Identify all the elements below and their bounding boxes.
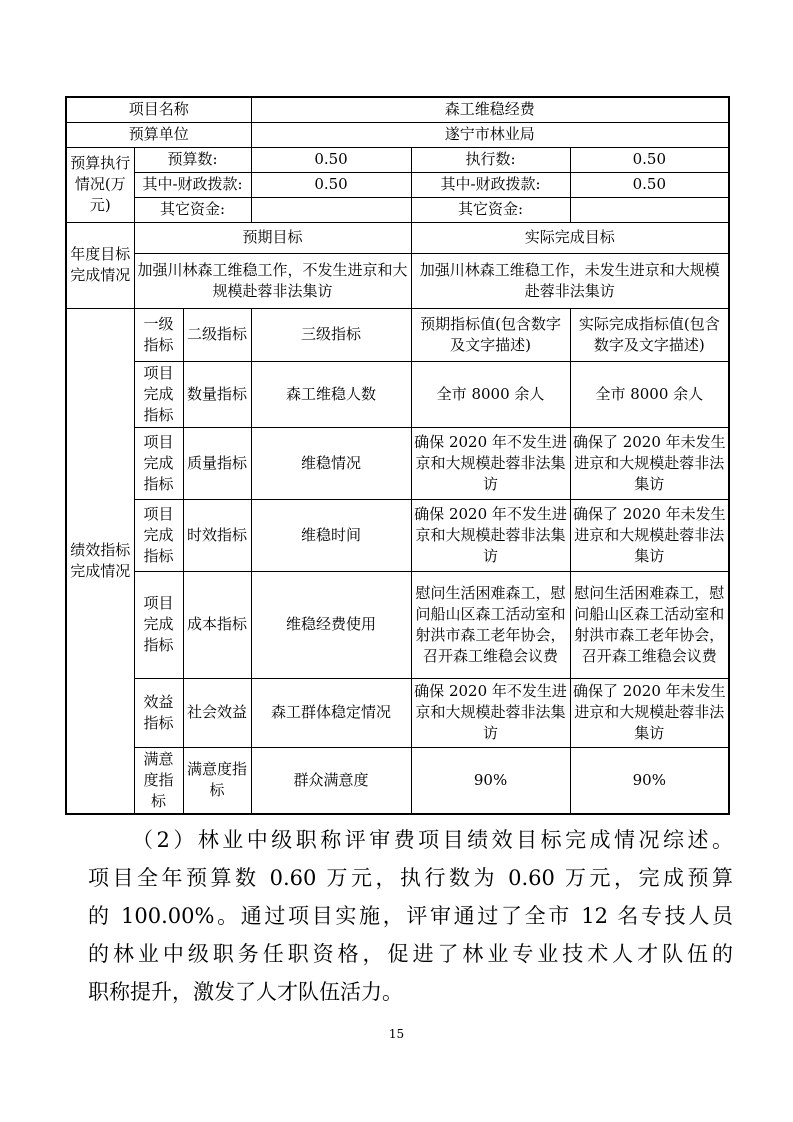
budget-left-value-cell: 0.50 xyxy=(251,172,411,197)
budget-row-2 xyxy=(66,172,729,197)
level2-cell: 质量指标 xyxy=(183,427,251,499)
actual-goal-header-cell: 实际完成目标 xyxy=(411,222,729,253)
expected-value-cell: 确保 2020 年不发生进京和大规模赴蓉非法集访 xyxy=(411,499,570,571)
budget-left-value-cell: 0.50 xyxy=(251,147,411,172)
actual-value-cell: 全市 8000 余人 xyxy=(570,361,729,427)
budget-right-label-cell: 执行数: xyxy=(411,147,570,172)
level1-cell: 项目完成指标 xyxy=(134,571,183,678)
indicator-row xyxy=(66,571,729,678)
paragraph-line: 的林业中级职务任职资格，促进了林业专业技术人才队伍的 xyxy=(88,942,733,966)
page-number: 15 xyxy=(388,1027,405,1041)
budget-unit-label-cell: 预算单位 xyxy=(66,122,251,147)
budget-unit-value-cell: 遂宁市林业局 xyxy=(251,122,729,147)
paragraph-line: 的 100.00%。通过项目实施，评审通过了全市 12 名专技人员 xyxy=(88,904,733,928)
actual-value-cell: 慰问生活困难森工，慰问船山区森工活动室和射洪市森工老年协会，召开森工维稳会议费 xyxy=(570,571,729,678)
project-name-value-cell: 森工维稳经费 xyxy=(251,97,729,122)
level3-cell: 维稳时间 xyxy=(251,499,411,571)
level1-cell: 项目完成指标 xyxy=(134,499,183,571)
paragraph-line: 职称提升，激发了人才队伍活力。 xyxy=(88,980,403,1004)
budget-left-label-cell: 其中-财政拨款: xyxy=(134,172,251,197)
level3-cell: 维稳情况 xyxy=(251,427,411,499)
expected-value-cell: 确保 2020 年不发生进京和大规模赴蓉非法集访 xyxy=(411,427,570,499)
budget-right-value-cell xyxy=(570,197,729,222)
budget-left-value-cell xyxy=(251,197,411,222)
indicators-section-label-cell: 绩效指标完成情况 xyxy=(66,308,134,814)
level2-cell: 时效指标 xyxy=(183,499,251,571)
level2-cell: 社会效益 xyxy=(183,678,251,747)
actual-value-cell: 90% xyxy=(570,747,729,814)
budget-row-1 xyxy=(66,147,729,172)
level1-cell: 效益指标 xyxy=(134,678,183,747)
budget-right-value-cell: 0.50 xyxy=(570,147,729,172)
annual-goal-label-cell: 年度目标完成情况 xyxy=(66,222,134,308)
expected-value-cell: 全市 8000 余人 xyxy=(411,361,570,427)
indicator-header-cell: 实际完成指标值(包含数字及文字描述) xyxy=(570,308,729,361)
expected-goal-header-cell: 预期目标 xyxy=(134,222,411,253)
indicator-header-cell: 三级指标 xyxy=(251,308,411,361)
actual-value-cell: 确保了 2020 年未发生进京和大规模赴蓉非法集访 xyxy=(570,678,729,747)
expected-value-cell: 慰问生活困难森工，慰问船山区森工活动室和射洪市森工老年协会，召开森工维稳会议费 xyxy=(411,571,570,678)
indicator-row xyxy=(66,499,729,571)
expected-value-cell: 确保 2020 年不发生进京和大规模赴蓉非法集访 xyxy=(411,678,570,747)
budget-left-label-cell: 预算数: xyxy=(134,147,251,172)
level1-cell: 项目完成指标 xyxy=(134,427,183,499)
level3-cell: 森工维稳人数 xyxy=(251,361,411,427)
annual-goal-header-row xyxy=(66,222,729,253)
summary-paragraph xyxy=(88,821,733,1011)
indicator-header-cell: 一级指标 xyxy=(134,308,183,361)
level2-cell: 数量指标 xyxy=(183,361,251,427)
indicator-row xyxy=(66,747,729,814)
budget-row-3 xyxy=(66,197,729,222)
indicator-header-cell: 预期指标值(包含数字及文字描述) xyxy=(411,308,570,361)
level3-cell: 森工群体稳定情况 xyxy=(251,678,411,747)
project-name-label-cell: 项目名称 xyxy=(66,97,251,122)
indicator-header-row xyxy=(66,308,729,361)
level3-cell: 群众满意度 xyxy=(251,747,411,814)
level2-cell: 满意度指标 xyxy=(183,747,251,814)
budget-right-label-cell: 其它资金: xyxy=(411,197,570,222)
budget-right-value-cell: 0.50 xyxy=(570,172,729,197)
level2-cell: 成本指标 xyxy=(183,571,251,678)
actual-value-cell: 确保了 2020 年未发生进京和大规模赴蓉非法集访 xyxy=(570,427,729,499)
annual-goal-text-row xyxy=(66,253,729,308)
paragraph-line: 项目全年预算数 0.60 万元，执行数为 0.60 万元，完成预算 xyxy=(88,866,733,890)
indicator-row xyxy=(66,361,729,427)
level3-cell: 维稳经费使用 xyxy=(251,571,411,678)
budget-section-label-cell: 预算执行情况(万元) xyxy=(66,147,134,222)
budget-left-label-cell: 其它资金: xyxy=(134,197,251,222)
level1-cell: 满意度指标 xyxy=(134,747,183,814)
actual-goal-text-cell: 加强川林森工维稳工作，未发生进京和大规模赴蓉非法集访 xyxy=(411,253,729,308)
indicator-header-cell: 二级指标 xyxy=(183,308,251,361)
budget-unit-row xyxy=(66,122,729,147)
indicator-row xyxy=(66,678,729,747)
indicator-row xyxy=(66,427,729,499)
expected-value-cell: 90% xyxy=(411,747,570,814)
expected-goal-text-cell: 加强川林森工维稳工作，不发生进京和大规模赴蓉非法集访 xyxy=(134,253,411,308)
budget-right-label-cell: 其中-财政拨款: xyxy=(411,172,570,197)
level1-cell: 项目完成指标 xyxy=(134,361,183,427)
actual-value-cell: 确保了 2020 年未发生进京和大规模赴蓉非法集访 xyxy=(570,499,729,571)
project-name-row xyxy=(66,97,729,122)
performance-report-table xyxy=(65,96,730,815)
paragraph-line: （2）林业中级职称评审费项目绩效目标完成情况综述。 xyxy=(132,828,733,852)
